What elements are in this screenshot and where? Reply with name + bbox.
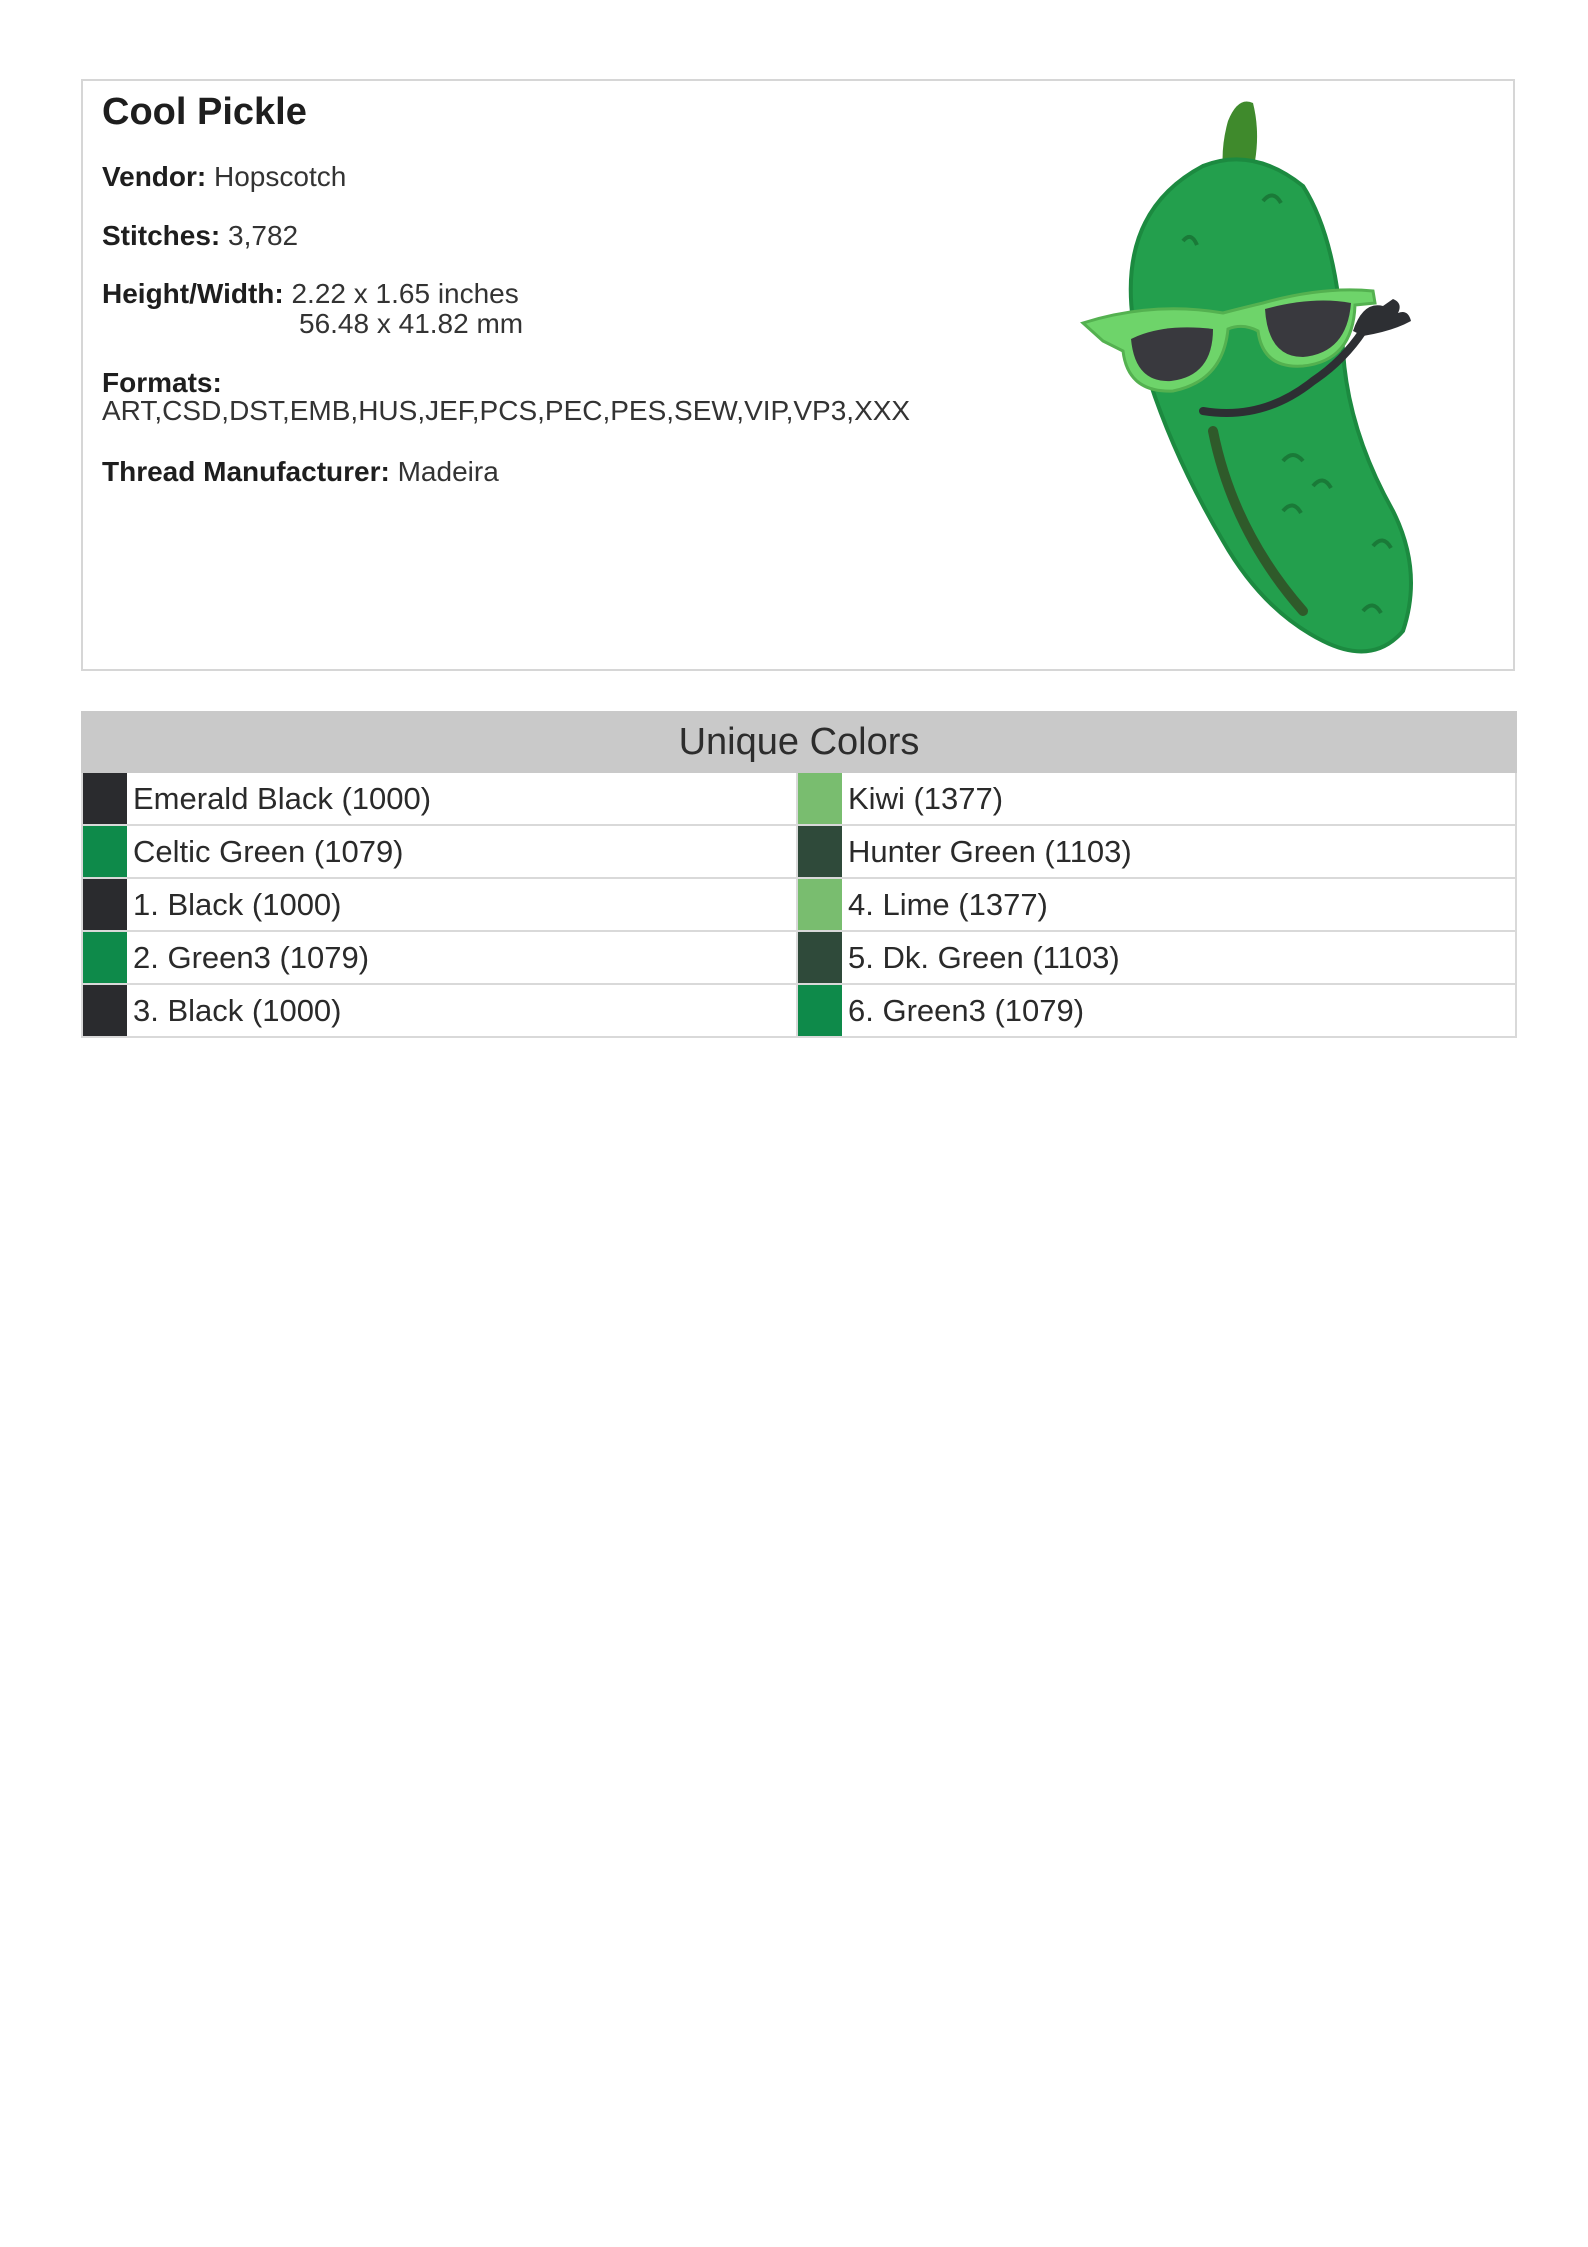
vendor-row: [102, 161, 346, 193]
color-swatch: [798, 985, 842, 1036]
color-row: [798, 932, 1517, 985]
unique-colors-table: [81, 711, 1517, 1038]
stitches-value: 3,782: [228, 220, 299, 251]
color-name: Celtic Green (1079): [133, 833, 404, 869]
color-swatch: [798, 932, 842, 983]
color-swatch: [798, 826, 842, 877]
pickle-design-image: [1063, 91, 1503, 666]
color-swatch: [83, 932, 127, 983]
color-row: [81, 932, 798, 985]
color-row: [798, 773, 1517, 826]
formats-label: Formats:: [102, 367, 222, 398]
color-swatch: [83, 773, 127, 824]
color-swatch: [83, 826, 127, 877]
color-name: 3. Black (1000): [133, 992, 342, 1028]
color-row: [81, 773, 798, 826]
color-swatch: [83, 985, 127, 1036]
color-swatch: [798, 879, 842, 930]
color-name: Hunter Green (1103): [848, 833, 1132, 869]
size-row: [102, 278, 519, 310]
color-row: [798, 826, 1517, 879]
color-name: 6. Green3 (1079): [848, 992, 1085, 1028]
design-info-card: [81, 79, 1515, 671]
size-mm: 56.48 x 41.82 mm: [299, 308, 524, 339]
stitches-label: Stitches:: [102, 220, 221, 251]
color-row: [81, 826, 798, 879]
thread-row: [102, 456, 499, 488]
thread-label: Thread Manufacturer:: [102, 456, 390, 487]
size-inches: 2.22 x 1.65 inches: [291, 278, 519, 309]
size-label: Height/Width:: [102, 278, 284, 309]
color-name: 1. Black (1000): [133, 886, 342, 922]
design-title: Cool Pickle: [102, 91, 307, 133]
vendor-value: Hopscotch: [214, 161, 347, 192]
color-name: Emerald Black (1000): [133, 780, 432, 816]
color-row: [81, 985, 798, 1038]
color-name: 5. Dk. Green (1103): [848, 939, 1120, 975]
colors-grid: [81, 773, 1517, 1038]
color-name: 4. Lime (1377): [848, 886, 1048, 922]
color-swatch: [83, 879, 127, 930]
color-name: 2. Green3 (1079): [133, 939, 370, 975]
color-swatch: [798, 773, 842, 824]
color-row: [798, 985, 1517, 1038]
unique-colors-header: Unique Colors: [81, 711, 1517, 773]
stitches-row: [102, 220, 298, 252]
thread-value: Madeira: [397, 456, 499, 487]
color-row: [81, 879, 798, 932]
color-row: [798, 879, 1517, 932]
vendor-label: Vendor:: [102, 161, 207, 192]
color-name: Kiwi (1377): [848, 780, 1004, 816]
formats-value: ART,CSD,DST,EMB,HUS,JEF,PCS,PEC,PES,SEW,VIP,VP3,XXX: [102, 395, 911, 426]
